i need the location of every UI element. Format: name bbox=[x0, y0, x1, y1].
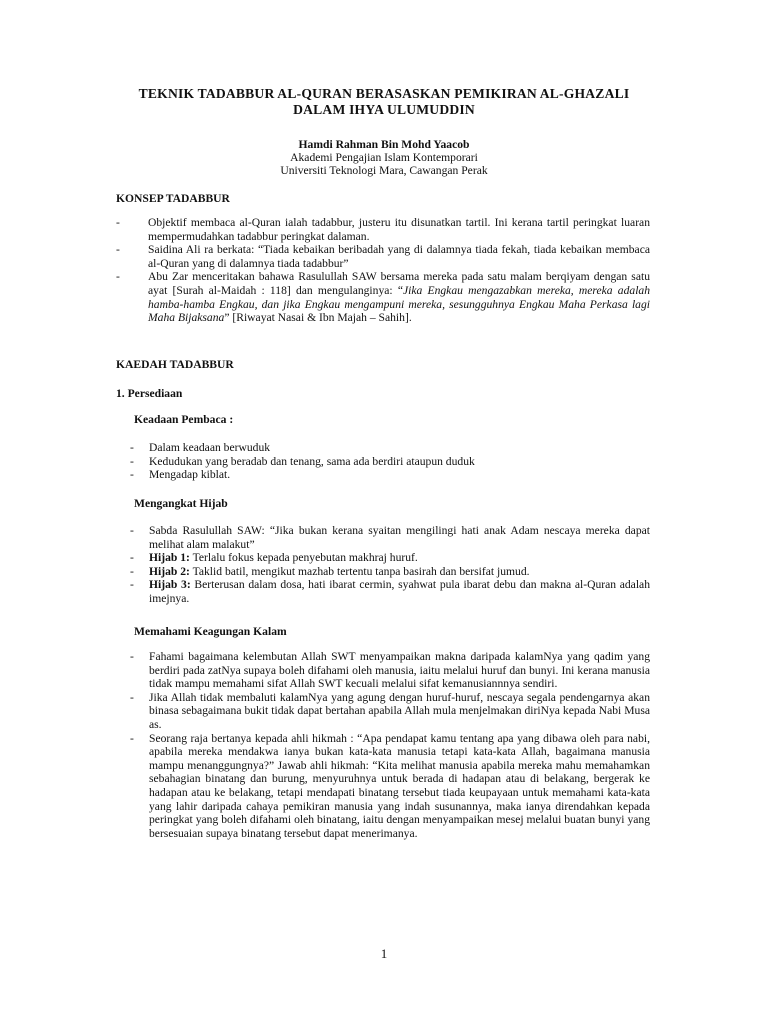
document-title-line-1: TEKNIK TADABBUR AL-QURAN BERASASKAN PEMIKIRAN AL-GHAZALI bbox=[138, 86, 630, 101]
list-item: - Hijab 1: Terlalu fokus kepada penyebutan makhraj huruf. bbox=[130, 551, 418, 565]
subsection-heading-persediaan: 1. Persediaan bbox=[116, 387, 183, 400]
hijab-text: Taklid batil, mengikut mazhab tertentu tanpa basirah dan bersifat jumud. bbox=[189, 564, 530, 578]
quran-verse-quote: Jika Engkau mengazabkan mereka, mereka adalah hamba-hamba Engkau, dan jika Engkau mengampuni mereka, sesungguhnya Engkau Maha Perkasa lagi Maha Bijaksana bbox=[148, 283, 651, 325]
heading-mengangkat-hijab: Mengangkat Hijab bbox=[134, 497, 228, 510]
hijab-label: Hijab 2: bbox=[149, 564, 190, 578]
list-item: - Fahami bagaimana kelembutan Allah SWT menyampaikan makna daripada kalamNya yang qadim yang berdiri pada zatNya supaya boleh difahami oleh manusia, iaitu melalui huruf dan bunyi. Ini kerana manusia tidak mampu memahami sifat Allah SWT kecuali melalui sifat kemanusiannnya sendiri. bbox=[130, 650, 650, 691]
keadaan-item-text: Kedudukan yang beradab dan tenang, sama ada berdiri ataupun duduk bbox=[149, 454, 475, 468]
list-item: - Dalam keadaan berwuduk bbox=[130, 441, 271, 454]
kalam-item-text: Fahami bagaimana kelembutan Allah SWT menyampaikan makna daripada kalamNya yang qadim yang berdiri pada zatNya supaya boleh difahami oleh manusia, iaitu melalui huruf dan bunyi. Ini kerana manusia tidak mampu memahami sifat Allah SWT kecuali melalui sifat kemanusiannnya sendiri. bbox=[149, 650, 650, 691]
page-number: 1 bbox=[380, 946, 388, 961]
list-item: - Sabda Rasulullah SAW: “Jika bukan kerana syaitan mengilingi hati anak Adam nescaya mereka dapat melihat alam malakut” bbox=[130, 524, 650, 551]
section-heading-kaedah: KAEDAH TADABBUR bbox=[116, 358, 234, 371]
hijab-intro-text: Sabda Rasulullah SAW: “Jika bukan kerana syaitan mengilingi hati anak Adam nescaya mereka dapat melihat alam malakut” bbox=[149, 524, 650, 551]
hadith-citation: ” [Riwayat Nasai & Ibn Majah – Sahih]. bbox=[224, 311, 412, 325]
hijab-list bbox=[130, 524, 650, 606]
keadaan-item-text: Dalam keadaan berwuduk bbox=[149, 441, 271, 454]
list-item: - Hijab 3: Berterusan dalam dosa, hati ibarat cermin, syahwat pula ibarat debu dan makna al-Quran adalah imejnya. bbox=[130, 578, 650, 605]
keadaan-item-text: Mengadap kiblat. bbox=[149, 468, 231, 482]
konsep-list bbox=[116, 216, 650, 325]
list-item: - Kedudukan yang beradab dan tenang, sama ada berdiri ataupun duduk bbox=[130, 454, 475, 468]
list-item: - Hijab 2: Taklid batil, mengikut mazhab tertentu tanpa basirah dan bersifat jumud. bbox=[130, 564, 530, 578]
kalam-list bbox=[130, 650, 650, 840]
list-item: - Objektif membaca al-Quran ialah tadabbur, justeru itu disunatkan tartil. Ini kerana tartil peringkat luaran mempermudahkan tadabbur peringkat dalaman. bbox=[116, 216, 650, 243]
konsep-item-text: Abu Zar menceritakan bahawa Rasulullah SAW bersama mereka pada satu malam berqiyam dengan satu ayat [Surah al-Maidah : 118] dan mengulanginya: “ bbox=[148, 270, 650, 297]
hijab-text: Terlalu fokus kepada penyebutan makhraj huruf. bbox=[189, 551, 418, 565]
list-item: - Saidina Ali ra berkata: “Tiada kebaikan beribadah yang di dalamnya tiada fekah, tiada kebaikan membaca al-Quran yang di dalamnya tiada tadabbur” bbox=[116, 243, 650, 270]
list-item: - Mengadap kiblat. bbox=[130, 468, 231, 482]
kalam-item-text: Seorang raja bertanya kepada ahli hikmah : “Apa pendapat kamu tentang apa yang dibawa oleh para nabi, apabila mereka mendakwa ianya bukan kata-kata manusia tetapi kata-kata Allah, bagaimana manusia mampu menanggungnya?” Jawab ahli hikmah: “Kita melihat manusia apabila mereka mahu memahamkan sebahagian binatang dan burung, menyuruhnya untuk berada di hadapan atau di belakang, bergerak ke hadapan atau ke belakang, tetapi mendapati binatang tersebut tiada keupayaan untuk memahami kata-kata yang lahir daripada cahaya pemikiran manusia yang indah susunannya, maka ianya direndahkan kepada peringkat yang boleh difahami oleh binatang, iaitu dengan menyampaikan mesej melalui buatan bunyi yang bersesuaian supaya binatang tersebut dapat menerimanya. bbox=[149, 731, 650, 840]
author-name: Hamdi Rahman Bin Mohd Yaacob bbox=[298, 138, 470, 151]
hijab-text: Berterusan dalam dosa, hati ibarat cermin, syahwat pula ibarat debu dan makna al-Quran adalah imejnya. bbox=[149, 578, 650, 605]
document-title-line-2: DALAM IHYA ULUMUDDIN bbox=[293, 102, 475, 117]
keadaan-list bbox=[130, 441, 650, 482]
section-heading-konsep: KONSEP TADABBUR bbox=[116, 192, 230, 205]
konsep-item-text: Saidina Ali ra berkata: “Tiada kebaikan beribadah yang di dalamnya tiada fekah, tiada kebaikan membaca al-Quran yang di dalamnya tiada tadabbur” bbox=[148, 243, 650, 270]
heading-memahami-keagungan-kalam: Memahami Keagungan Kalam bbox=[134, 625, 287, 638]
list-item: - Seorang raja bertanya kepada ahli hikmah : “Apa pendapat kamu tentang apa yang dibawa oleh para nabi, apabila mereka mendakwa ianya bukan kata-kata manusia tetapi kata-kata Allah, bagaimana manusia mampu menanggungnya?” Jawab ahli hikmah: “Kita melihat manusia apabila mereka mahu memahamkan sebahagian binatang dan burung, menyuruhnya untuk berada di hadapan atau di belakang, bergerak ke hadapan atau ke belakang, tetapi mendapati binatang tersebut tiada keupayaan untuk memahami kata-kata yang lahir daripada cahaya pemikiran manusia yang indah susunannya, maka ianya direndahkan kepada peringkat yang boleh difahami oleh binatang, iaitu dengan menyampaikan mesej melalui buatan bunyi yang bersesuaian supaya binatang tersebut dapat menerimanya. bbox=[130, 731, 650, 840]
list-item: - Jika Allah tidak membaluti kalamNya yang agung dengan huruf-huruf, nescaya segala pendengarnya akan binasa sebagaimana bukit tidak dapat bertahan apabila Allah mula menjelmakan diriNya kepada Nabi Musa as. bbox=[130, 690, 650, 731]
heading-keadaan-pembaca: Keadaan Pembaca : bbox=[134, 413, 234, 426]
hijab-label: Hijab 1: bbox=[149, 551, 190, 565]
affiliation-academy: Akademi Pengajian Islam Kontemporari bbox=[290, 151, 478, 164]
hijab-label: Hijab 3: bbox=[149, 578, 191, 592]
konsep-item-text: Objektif membaca al-Quran ialah tadabbur, justeru itu disunatkan tartil. Ini kerana tartil peringkat luaran mempermudahkan tadabbur peringkat dalaman. bbox=[148, 216, 650, 243]
affiliation-university: Universiti Teknologi Mara, Cawangan Perak bbox=[280, 164, 488, 177]
list-item: - Abu Zar menceritakan bahawa Rasulullah SAW bersama mereka pada satu malam berqiyam dengan satu ayat [Surah al-Maidah : 118] dan mengulanginya: “Jika Engkau mengazabkan mereka, mereka adalah hamba-hamba Engkau, dan jika Engkau mengampuni mereka, sesungguhnya Engkau Maha Perkasa lagi Maha Bijaksana” [Riwayat Nasai & Ibn Majah – Sahih]. bbox=[116, 270, 651, 325]
kalam-item-text: Jika Allah tidak membaluti kalamNya yang agung dengan huruf-huruf, nescaya segala pendengarnya akan binasa sebagaimana bukit tidak dapat bertahan apabila Allah mula menjelmakan diriNya kepada Nabi Musa as. bbox=[149, 690, 650, 731]
